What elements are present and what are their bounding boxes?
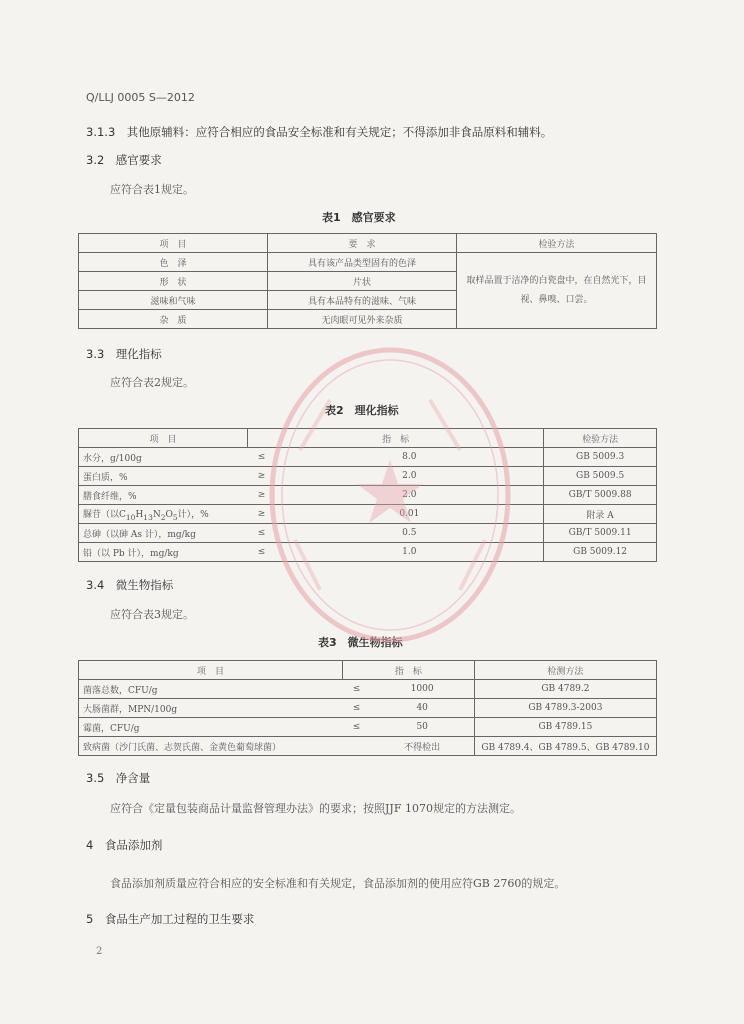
table3-microbiological — [78, 660, 657, 756]
table-cell: 8.0 — [276, 448, 544, 467]
table-cell: GB 4789.2 — [474, 680, 656, 699]
table-header: 检验方法 — [544, 429, 657, 448]
table-cell: 铅（以 Pb 计），mg/kg — [79, 543, 248, 562]
table-row — [79, 467, 657, 486]
table-cell: 2.0 — [276, 467, 544, 486]
table-cell: GB/T 5009.88 — [544, 486, 657, 505]
table-cell: 具有本品特有的滋味、气味 — [268, 291, 457, 310]
heading-3-3: 3.3 理化指标 — [86, 347, 162, 361]
table-cell: 形 状 — [79, 272, 268, 291]
table-row — [79, 524, 657, 543]
table1-caption: 表1 感官要求 — [322, 211, 396, 224]
table-cell: 40 — [371, 699, 475, 718]
table-cell: GB/T 5009.11 — [544, 524, 657, 543]
table-row — [79, 253, 657, 272]
para-3-2: 应符合表1规定。 — [110, 183, 194, 196]
table-header: 指 标 — [343, 661, 475, 680]
table-cell: 总砷（以砷 As 计），mg/kg — [79, 524, 248, 543]
table-row — [79, 680, 657, 699]
table-header-row — [79, 234, 657, 253]
table-cell: GB 5009.5 — [544, 467, 657, 486]
table1-sensory — [78, 233, 657, 329]
table3-caption: 表3 微生物指标 — [318, 636, 403, 649]
table-header: 要 求 — [268, 234, 457, 253]
table-cell: 0.01 — [276, 505, 544, 524]
table-cell: GB 5009.3 — [544, 448, 657, 467]
table-row — [79, 543, 657, 562]
table-cell: 附录 A — [544, 505, 657, 524]
table-cell: 无肉眼可见外来杂质 — [268, 310, 457, 329]
table-cell: 50 — [371, 718, 475, 737]
table-row — [79, 718, 657, 737]
heading-3-2: 3.2 感官要求 — [86, 153, 162, 167]
para-3-5: 应符合《定量包装商品计量监督管理办法》的要求；按照JJF 1070规定的方法测定。 — [110, 802, 521, 815]
heading-5: 5 食品生产加工过程的卫生要求 — [86, 912, 255, 926]
table-cell-formula: 脲苷（以$C_{10}H_{13}N_2O_5$计），% — [79, 505, 248, 524]
operator-cell: ≤ — [343, 699, 371, 718]
table-header: 项 目 — [79, 661, 343, 680]
para-4: 食品添加剂质量应符合相应的安全标准和有关规定，食品添加剂的使用应符GB 2760的规定。 — [110, 877, 566, 890]
table-cell: 不得检出 — [371, 737, 475, 756]
table-header: 项 目 — [79, 234, 268, 253]
table-header-row — [79, 429, 657, 448]
heading-3-4: 3.4 微生物指标 — [86, 578, 174, 592]
table-header: 检测方法 — [474, 661, 656, 680]
table-cell: 水分，g/100g — [79, 448, 248, 467]
table-cell: GB 4789.3-2003 — [474, 699, 656, 718]
clause-3-1-3: 3.1.3 其他原辅料：应符合相应的食品安全标准和有关规定；不得添加非食品原料和辅料。 — [86, 125, 553, 139]
table-cell: 膳食纤维，% — [79, 486, 248, 505]
table-header: 检验方法 — [457, 234, 657, 253]
table-header-row — [79, 661, 657, 680]
table2-caption: 表2 理化指标 — [325, 404, 399, 417]
table-row — [79, 699, 657, 718]
table-header: 项 目 — [79, 429, 248, 448]
table-cell: 色 泽 — [79, 253, 268, 272]
operator-cell: ≤ — [343, 680, 371, 699]
operator-cell: ≥ — [248, 467, 276, 486]
para-3-3: 应符合表2规定。 — [110, 376, 194, 389]
table2-physicochemical — [78, 428, 657, 562]
page-number: 2 — [96, 946, 103, 957]
operator-cell: ≥ — [248, 486, 276, 505]
table-row — [79, 737, 657, 756]
operator-cell — [343, 737, 371, 756]
table-cell: 致病菌（沙门氏菌、志贺氏菌、金黄色葡萄球菌） — [79, 737, 343, 756]
table-cell: 蛋白质，% — [79, 467, 248, 486]
standard-number: Q/LLJ 0005 S—2012 — [86, 91, 195, 104]
table-cell: 大肠菌群，MPN/100g — [79, 699, 343, 718]
operator-cell: ≥ — [248, 505, 276, 524]
table-cell: GB 4789.15 — [474, 718, 656, 737]
table-cell: 霉菌，CFU/g — [79, 718, 343, 737]
heading-3-5: 3.5 净含量 — [86, 771, 151, 785]
operator-cell: ≤ — [248, 448, 276, 467]
operator-cell: ≤ — [248, 543, 276, 562]
table-row — [79, 448, 657, 467]
table-cell: 片状 — [268, 272, 457, 291]
table-row — [79, 486, 657, 505]
table-cell: GB 4789.4、GB 4789.5、GB 4789.10 — [474, 737, 656, 756]
table-cell: 菌落总数，CFU/g — [79, 680, 343, 699]
table-cell: GB 5009.12 — [544, 543, 657, 562]
table1-method-cell: 取样品置于洁净的白瓷盘中，在自然光下，目视、鼻嗅、口尝。 — [457, 253, 657, 329]
table-row — [79, 505, 657, 524]
operator-cell: ≤ — [248, 524, 276, 543]
operator-cell: ≤ — [343, 718, 371, 737]
table-header: 指 标 — [248, 429, 544, 448]
table-cell: 具有该产品类型固有的色泽 — [268, 253, 457, 272]
table-cell: 0.5 — [276, 524, 544, 543]
table-cell: 滋味和气味 — [79, 291, 268, 310]
table-cell: 1000 — [371, 680, 475, 699]
table-cell: 杂 质 — [79, 310, 268, 329]
table-cell: 1.0 — [276, 543, 544, 562]
heading-4: 4 食品添加剂 — [86, 838, 163, 852]
table-cell: 2.0 — [276, 486, 544, 505]
para-3-4: 应符合表3规定。 — [110, 608, 194, 621]
